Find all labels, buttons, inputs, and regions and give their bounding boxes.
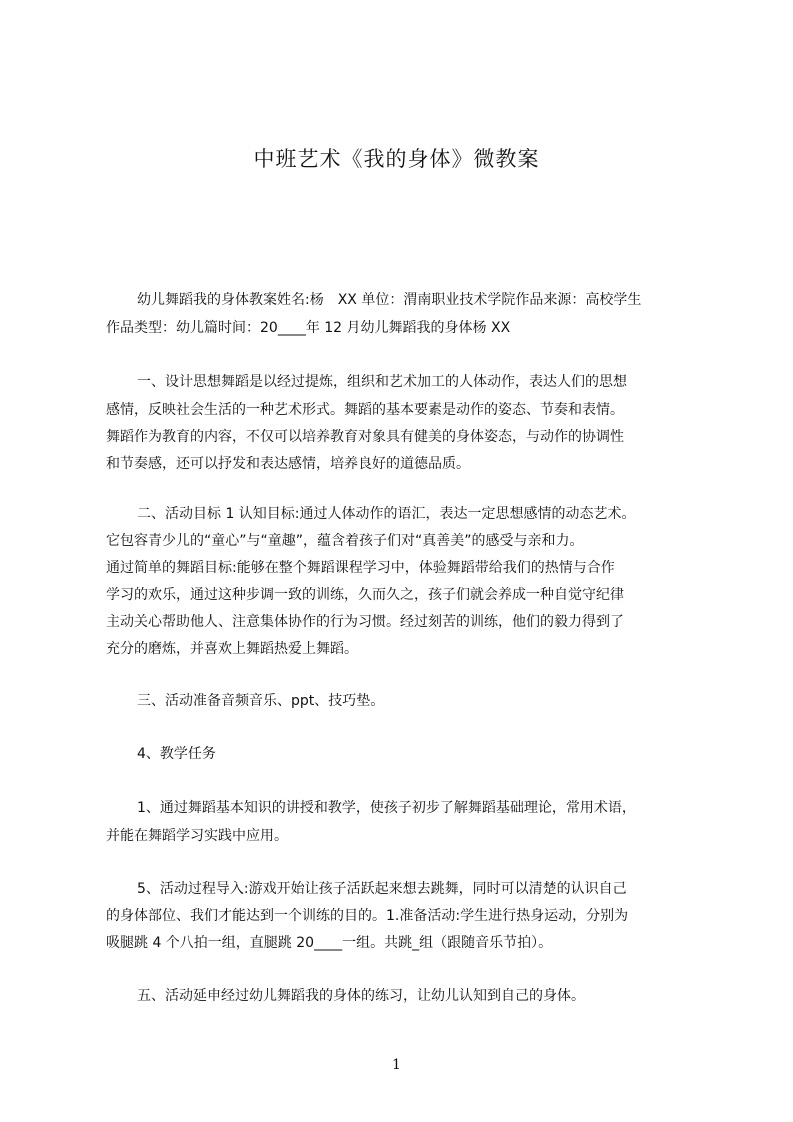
document-title: 中班艺术《我的身体》微教案 — [253, 147, 540, 171]
paragraph-2-line-4: 和节奏感，还可以抒发和表达感情，培养良好的道德品质。 — [106, 456, 470, 472]
page-number: 1 — [392, 1057, 401, 1073]
paragraph-3-line-4: 学习的欢乐，通过这种步调一致的训练，久而久之，孩子们就会养成一种自觉守纪律 — [106, 587, 624, 603]
paragraph-2-line-1: 一、设计思想舞蹈是以经过提炼，组织和艺术加工的人体动作，表达人们的思想 — [137, 374, 627, 390]
paragraph-1-line-1: 幼儿舞蹈我的身体教案姓名:杨 XX 单位：渭南职业技术学院作品来源：高校学生 — [137, 292, 642, 308]
paragraph-6-line-2: 并能在舞蹈学习实践中应用。 — [106, 828, 288, 844]
paragraph-7-line-1: 5、活动过程导入:游戏开始让孩子活跃起来想去跳舞，同时可以清楚的认识自己 — [137, 881, 627, 897]
paragraph-3-line-6: 充分的磨炼，并喜欢上舞蹈热爱上舞蹈。 — [106, 641, 358, 657]
paragraph-1-line-2: 作品类型：幼儿篇时间：20____年 12 月幼儿舞蹈我的身体杨 XX — [106, 320, 511, 336]
paragraph-3-line-3: 通过简单的舞蹈目标:能够在整个舞蹈课程学习中，体验舞蹈带给我们的热情与合作 — [106, 560, 615, 576]
paragraph-8-line-1: 五、活动延申经过幼儿舞蹈我的身体的练习，让幼儿认知到自己的身体。 — [137, 988, 585, 1004]
paragraph-7-line-2: 的身体部位、我们才能达到一个训练的目的。1.准备活动:学生进行热身运动，分别为 — [106, 908, 629, 924]
paragraph-3-line-1: 二、活动目标 1 认知目标:通过人体动作的语汇，表达一定思想感情的动态艺术。 — [137, 506, 636, 522]
paragraph-2-line-2: 感情，反映社会生活的一种艺术形式。舞蹈的基本要素是动作的姿态、节奏和表情。 — [106, 402, 624, 418]
paragraph-2-line-3: 舞蹈作为教育的内容，不仅可以培养教育对象具有健美的身体姿态，与动作的协调性 — [106, 429, 624, 445]
paragraph-4-line-1: 三、活动准备音频音乐、ppt、技巧垫。 — [137, 693, 385, 709]
paragraph-3-line-2: 它包容青少儿的“童心”与“童趣”，蕴含着孩子们对“真善美”的感受与亲和力。 — [106, 533, 584, 549]
paragraph-7-line-3: 吸腿跳 4 个八拍一组，直腿跳 20____一组。共跳_组（跟随音乐节拍）。 — [106, 935, 553, 951]
paragraph-3-line-5: 主动关心帮助他人、注意集体协作的行为习惯。经过刻苦的训练，他们的毅力得到了 — [106, 614, 624, 630]
paragraph-6-line-1: 1、通过舞蹈基本知识的讲授和教学，使孩子初步了解舞蹈基础理论，常用术语， — [137, 800, 636, 816]
paragraph-5-line-1: 4、教学任务 — [137, 746, 216, 762]
